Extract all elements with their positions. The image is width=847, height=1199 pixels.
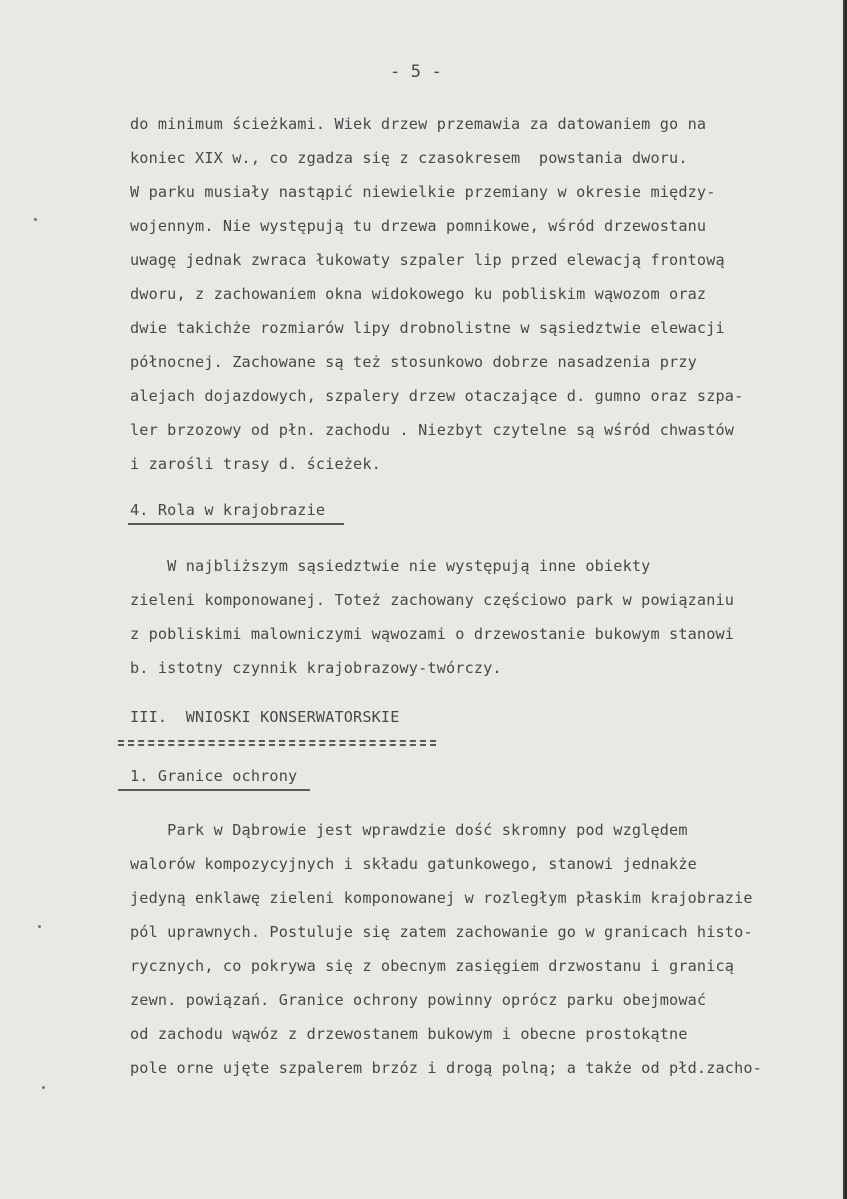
heading-underline xyxy=(128,523,344,525)
text-line: pole orne ujęte szpalerem brzóz i drogą polną; a także od płd.zacho- xyxy=(130,1059,762,1077)
text-line: dworu, z zachowaniem okna widokowego ku pobliskim wąwozom oraz xyxy=(130,285,707,303)
text-line: do minimum ścieżkami. Wiek drzew przemawia za datowaniem go na xyxy=(130,115,707,133)
text-line: z pobliskimi malowniczymi wąwozami o drzewostanie bukowym stanowi xyxy=(130,625,735,643)
text-line: północnej. Zachowane są też stosunkowo dobrze nasadzenia przy xyxy=(130,353,697,371)
text-line: W najbliższym sąsiedztwie nie występują inne obiekty xyxy=(130,557,651,575)
text-line: rycznych, co pokrywa się z obecnym zasięgiem drzwostanu i granicą xyxy=(130,957,735,975)
subsection-underline xyxy=(118,789,310,791)
text-line: zieleni komponowanej. Toteż zachowany częściowo park w powiązaniu xyxy=(130,591,735,609)
text-line: dwie takichże rozmiarów lipy drobnolistne w sąsiedztwie elewacji xyxy=(130,319,725,337)
text-line: W parku musiały nastąpić niewielkie przemiany w okresie między- xyxy=(130,183,716,201)
text-line: ler brzozowy od płn. zachodu . Niezbyt czytelne są wśród chwastów xyxy=(130,421,735,439)
text-line: koniec XIX w., co zgadza się z czasokresem powstania dworu. xyxy=(130,149,688,167)
chapter-double-underline xyxy=(118,740,436,742)
text-line: pól uprawnych. Postuluje się zatem zachowanie go w granicach histo- xyxy=(130,923,753,941)
text-line: walorów kompozycyjnych i składu gatunkowego, stanowi jednakże xyxy=(130,855,697,873)
text-line: uwagę jednak zwraca łukowaty szpaler lip przed elewacją frontową xyxy=(130,251,725,269)
text-line: alejach dojazdowych, szpalery drzew otaczające d. gumno oraz szpa- xyxy=(130,387,744,405)
text-line: i zarośli trasy d. ścieżek. xyxy=(130,455,381,473)
text-line: Park w Dąbrowie jest wprawdzie dość skromny pod względem xyxy=(130,821,688,839)
margin-mark xyxy=(38,925,41,928)
text-line: zewn. powiązań. Granice ochrony powinny oprócz parku obejmować xyxy=(130,991,707,1009)
margin-mark xyxy=(34,218,37,221)
text-line: od zachodu wąwóz z drzewostanem bukowym i obecne prostokątne xyxy=(130,1025,688,1043)
section-heading: 4. Rola w krajobrazie xyxy=(130,501,326,519)
text-line: wojennym. Nie występują tu drzewa pomnikowe, wśród drzewostanu xyxy=(130,217,707,235)
chapter-heading: III. WNIOSKI KONSERWATORSKIE xyxy=(130,708,400,726)
margin-mark xyxy=(42,1086,45,1089)
subsection-heading: 1. Granice ochrony xyxy=(130,767,298,785)
text-line: jedyną enklawę zieleni komponowanej w rozległym płaskim krajobrazie xyxy=(130,889,753,907)
page-number: - 5 - xyxy=(390,62,442,82)
text-line: b. istotny czynnik krajobrazowy-twórczy. xyxy=(130,659,502,677)
